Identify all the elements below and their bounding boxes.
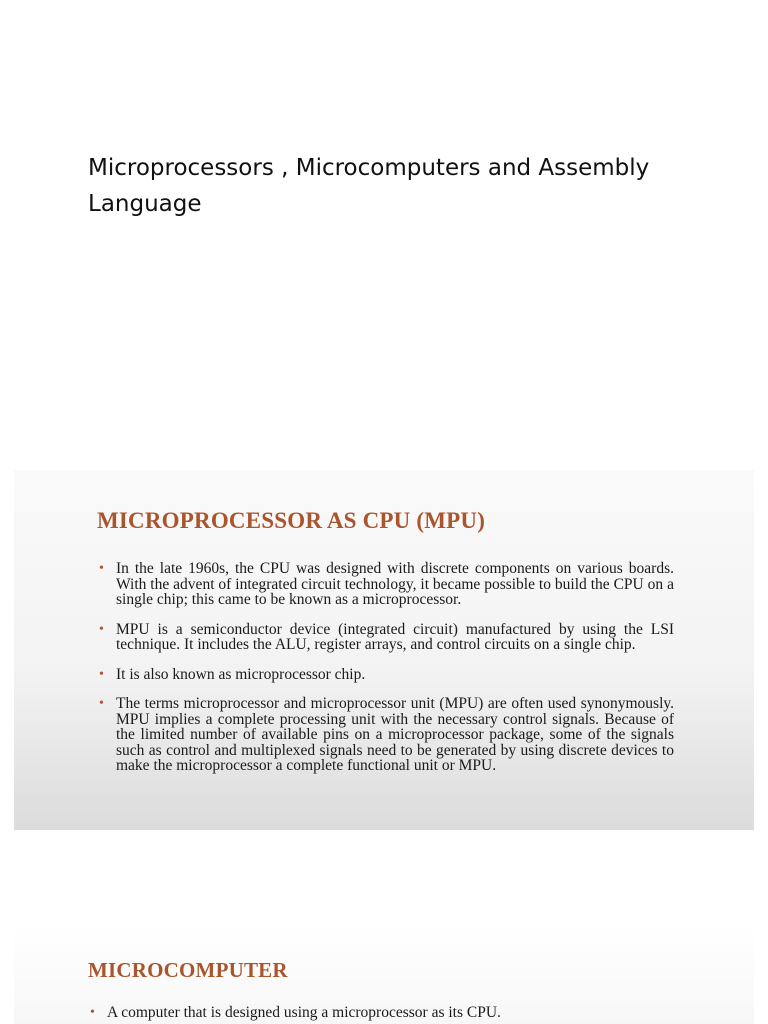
bullet-item: • It is also known as microprocessor chip.: [98, 667, 674, 683]
document-title: Microprocessors , Microcomputers and Assembly Language: [88, 155, 650, 217]
slide-heading: MICROCOMPUTER: [88, 958, 288, 982]
bullet-list: [89, 1005, 689, 1021]
slide-microcomputer: [14, 925, 754, 1024]
bullet-item: • The terms microprocessor and microprocessor unit (MPU) are often used synonymously. MPU implies a complete processing unit with the necessary control signals. Because of the limited number of available pins on a microprocessor package, some of the signals such as control and multiplexed signals need to be generated by using discrete devices to make the microprocessor a complete functional unit or MPU.: [98, 696, 674, 774]
bullet-list: [98, 561, 674, 774]
slide-heading: MICROPROCESSOR AS CPU (MPU): [97, 508, 486, 533]
bullet-item: • In the late 1960s, the CPU was designed with discrete components on various boards. With the advent of integrated circuit technology, it became possible to build the CPU on a single chip; this came to be known as a microprocessor.: [98, 561, 674, 608]
slide-microprocessor-as-cpu: [14, 470, 754, 830]
bullet-item: • A computer that is designed using a microprocessor as its CPU.: [89, 1005, 689, 1021]
bullet-item: • MPU is a semiconductor device (integrated circuit) manufactured by using the LSI technique. It includes the ALU, register arrays, and control circuits on a single chip.: [98, 622, 674, 653]
